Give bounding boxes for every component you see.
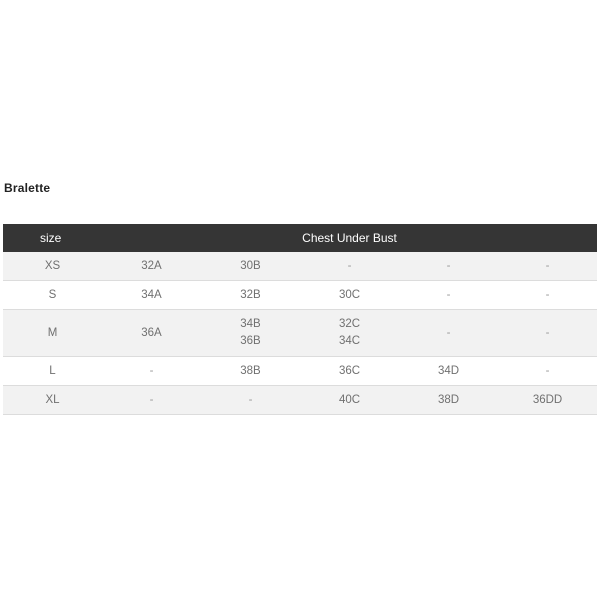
- value-cell: 40C: [300, 386, 399, 415]
- value-cell: 30C: [300, 281, 399, 310]
- value-cell: -: [201, 386, 300, 415]
- table-row: [3, 357, 597, 386]
- value-cell: 34A: [102, 281, 201, 310]
- value-cell: -: [102, 386, 201, 415]
- value-cell: -: [498, 310, 597, 357]
- value-cell: 38D: [399, 386, 498, 415]
- value-cell: -: [102, 357, 201, 386]
- value-cell: -: [399, 281, 498, 310]
- size-cell: XL: [3, 386, 102, 415]
- value-cell: 36C: [300, 357, 399, 386]
- value-cell: -: [498, 281, 597, 310]
- value-cell: -: [498, 357, 597, 386]
- size-cell: S: [3, 281, 102, 310]
- table-header-row: [3, 224, 597, 252]
- value-cell: 34D: [399, 357, 498, 386]
- table-row: [3, 310, 597, 357]
- size-cell: M: [3, 310, 102, 357]
- size-column-header: size: [40, 231, 62, 245]
- size-cell: L: [3, 357, 102, 386]
- size-cell: XS: [3, 252, 102, 281]
- value-cell: 36A: [102, 310, 201, 357]
- value-cell: 36DD: [498, 386, 597, 415]
- table-row: [3, 386, 597, 415]
- value-cell: -: [498, 252, 597, 281]
- table-title: Bralette: [4, 181, 51, 195]
- size-chart-table: [3, 224, 597, 415]
- value-cell: 32B: [201, 281, 300, 310]
- table-row: [3, 252, 597, 281]
- value-cell: 30B: [201, 252, 300, 281]
- value-cell: -: [399, 310, 498, 357]
- value-cell: 34B 36B: [201, 310, 300, 357]
- value-cell: -: [399, 252, 498, 281]
- value-cell: 32C 34C: [300, 310, 399, 357]
- table-row: [3, 281, 597, 310]
- value-cell: 32A: [102, 252, 201, 281]
- chest-under-bust-header: Chest Under Bust: [302, 231, 397, 245]
- value-cell: 38B: [201, 357, 300, 386]
- value-cell: -: [300, 252, 399, 281]
